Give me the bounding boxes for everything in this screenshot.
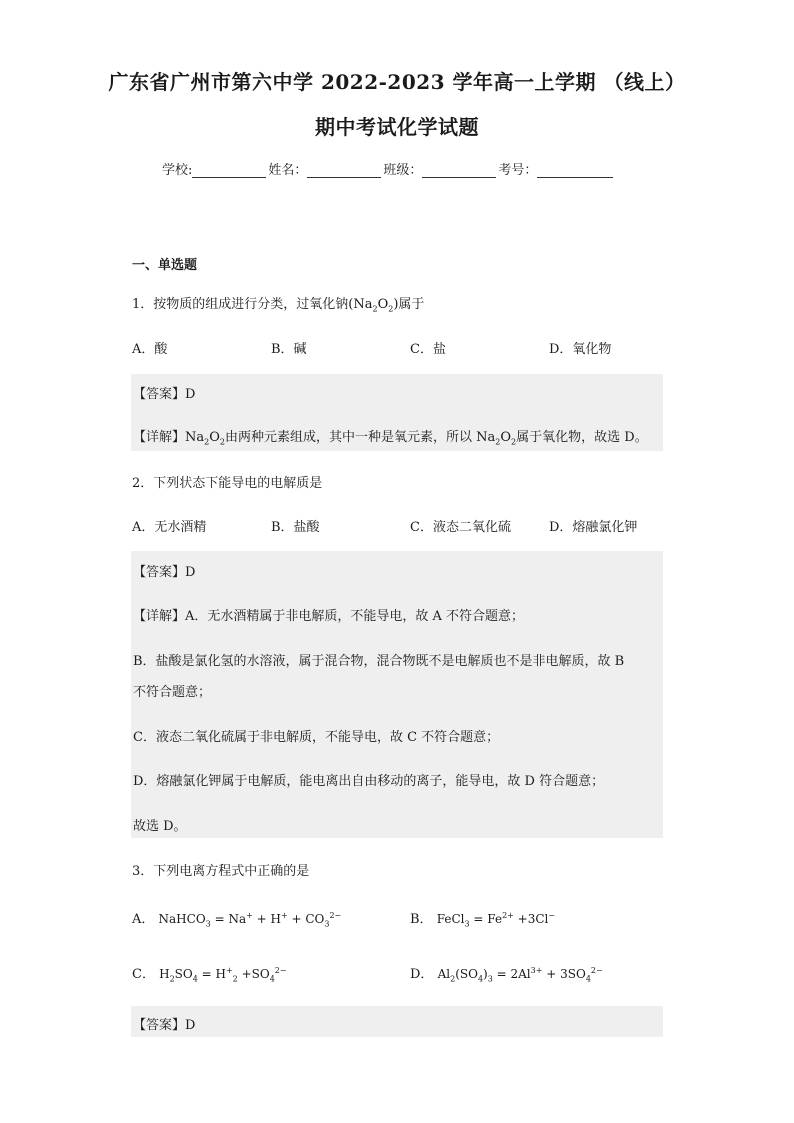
question-2-detail-b-line2: 不符合题意； (133, 685, 212, 700)
question-3-option-a: A． NaHCO$_3$ = $Na^+ + H^+ + CO_3^{2-}$ (132, 911, 342, 929)
question-3-option-d: D． $Al_2(SO_4)_3 = 2Al^{3+} + 3SO_4^{2-}$ (410, 966, 603, 984)
question-2-option-a: A．无水酒精 (132, 520, 207, 535)
document-title-line2: 期中考试化学试题 (315, 115, 479, 139)
question-1-option-c: C．盐 (410, 342, 446, 357)
question-1-answer: 【答案】D (133, 387, 196, 402)
exam-no-blank (537, 162, 613, 178)
question-2-detail-b-line1: B．盐酸是氯化氢的水溶液，属于混合物，混合物既不是电解质也不是非电解质，故 B (133, 654, 625, 669)
question-1-option-a: A．酸 (132, 342, 168, 357)
question-1-detail: 【详解】$Na_2O_2$由两种元素组成，其中一种是氧元素，所以 $Na_2O_2$属于氧化物，故选 D。 (133, 430, 648, 447)
question-2-detail-c: C．液态二氧化硫属于非电解质，不能导电，故 C 不符合题意； (133, 730, 500, 745)
question-3-option-c: C． $H_2SO_4 = H^+_2 +SO_4^{2-}$ (132, 966, 287, 984)
question-2-option-d: D．熔融氯化钾 (549, 520, 638, 535)
question-3-answer-box (131, 1006, 663, 1037)
school-blank (192, 162, 266, 178)
question-2-detail-d: D．熔融氯化钾属于电解质，能电离出自由移动的离子，能导电，故 D 符合题意； (133, 774, 605, 789)
question-1-option-b: B．碱 (271, 342, 307, 357)
question-2-conclusion: 故选 D。 (133, 819, 187, 834)
class-label: 班级： (383, 163, 423, 178)
student-info-line (162, 159, 615, 178)
name-blank (307, 162, 381, 178)
question-2-stem: 2．下列状态下能导电的电解质是 (132, 476, 323, 491)
class-blank (422, 162, 496, 178)
question-1-option-d: D．氧化物 (549, 342, 612, 357)
question-1-stem: 1．按物质的组成进行分类，过氧化钠$(Na_2O_2)$属于 (132, 297, 425, 314)
school-label: 学校: (162, 163, 193, 178)
section-title: 一、单选题 (132, 258, 198, 273)
document-title-line1: 广东省广州市第六中学 2022-2023 学年高一上学期 （线上） (108, 70, 686, 94)
exam-no-label: 考号： (498, 163, 538, 178)
name-label: 姓名： (268, 163, 308, 178)
question-2-detail-a: 【详解】A．无水酒精属于非电解质，不能导电，故 A 不符合题意； (133, 609, 525, 624)
question-3-option-b: B． FeCl$_3$ = $Fe^{2+} +3Cl^-$ (410, 911, 556, 929)
question-2-answer: 【答案】D (133, 565, 196, 580)
question-2-option-b: B．盐酸 (271, 520, 320, 535)
question-3-stem: 3．下列电离方程式中正确的是 (132, 864, 310, 879)
question-3-answer: 【答案】D (133, 1018, 196, 1033)
question-2-option-c: C．液态二氧化硫 (410, 520, 511, 535)
